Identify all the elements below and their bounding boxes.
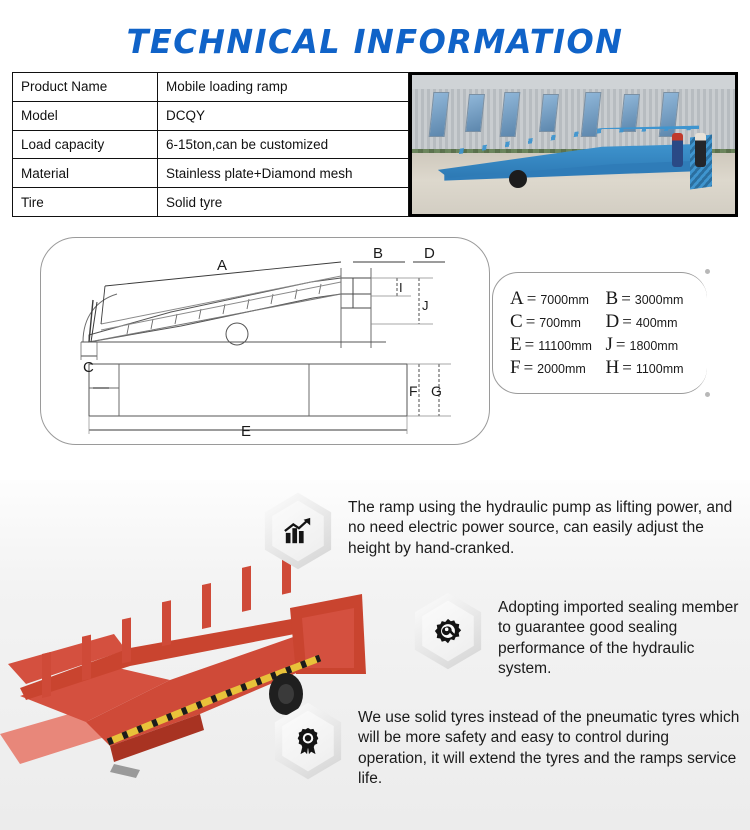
spec-key: Material xyxy=(13,159,158,188)
dimension-equals: = xyxy=(622,311,632,331)
dimension-entry xyxy=(510,358,606,378)
dimension-value: 2000mm xyxy=(537,361,586,376)
dim-label-I: I xyxy=(399,280,403,295)
dim-label-F: F xyxy=(409,383,418,399)
feature-icon-badge xyxy=(412,592,484,670)
feature-text: The ramp using the hydraulic pump as lifting power, and no need electric power source, can easily adjust the height by hand-cranked. xyxy=(348,499,733,557)
worker-figure xyxy=(695,133,706,167)
dimension-label: C xyxy=(510,310,523,332)
dim-label-C: C xyxy=(83,359,94,376)
spec-value: 6-15ton,can be customized xyxy=(158,130,409,159)
page-title-bar xyxy=(0,22,750,61)
dimension-entry xyxy=(606,335,702,355)
dimension-value: 7000mm xyxy=(540,292,589,307)
product-photo xyxy=(409,72,738,217)
dimension-value: 11100mm xyxy=(538,338,592,353)
spec-and-photo-row xyxy=(12,72,738,217)
feature-item xyxy=(412,592,750,680)
dimension-entry xyxy=(606,358,702,378)
table-row xyxy=(13,73,409,102)
dimension-equals: = xyxy=(523,357,534,377)
technical-drawing-panel xyxy=(40,237,490,445)
spec-key: Product Name xyxy=(13,73,158,102)
feature-text: Adopting imported sealing member to guarantee good sealing performance of the hydraulic system. xyxy=(498,599,739,678)
dim-label-E: E xyxy=(241,423,252,440)
spec-value: Solid tyre xyxy=(158,188,409,217)
page-title: TECHNICAL INFORMATION xyxy=(126,22,624,61)
spec-value: Stainless plate+Diamond mesh xyxy=(158,159,409,188)
award-ribbon-icon xyxy=(293,726,323,756)
wall-top-band xyxy=(412,75,735,89)
dimension-equals: = xyxy=(525,311,536,331)
dimension-label: F xyxy=(510,356,521,378)
dim-label-D: D xyxy=(424,245,435,262)
ramp-wheel xyxy=(509,170,527,188)
dimension-equals: = xyxy=(524,334,535,354)
dimension-legend xyxy=(492,272,707,394)
dimension-value: 1800mm xyxy=(629,338,679,353)
ramp-dimension-drawing xyxy=(41,238,491,446)
gear-wrench-icon xyxy=(433,616,463,646)
spec-key: Model xyxy=(13,101,158,130)
dimension-value: 3000mm xyxy=(634,292,684,307)
dimension-entry xyxy=(606,289,702,309)
dimension-entry xyxy=(606,312,702,332)
dimension-label: D xyxy=(605,310,620,332)
table-row xyxy=(13,130,409,159)
spec-table xyxy=(12,72,409,217)
dimension-equals: = xyxy=(621,288,631,308)
dim-label-A: A xyxy=(217,257,228,274)
dimension-label: A xyxy=(510,287,524,309)
table-row xyxy=(13,101,409,130)
dimension-label: E xyxy=(510,333,522,355)
spec-key: Tire xyxy=(13,188,158,217)
dimension-value: 700mm xyxy=(539,315,581,330)
blue-ramp-photo-illustration xyxy=(412,75,735,214)
dimension-value: 400mm xyxy=(635,315,678,330)
feature-icon-badge xyxy=(262,492,334,570)
feature-text: We use solid tyres instead of the pneumatic tyres which will be more safety and easy to control during operation, it will extend the tyres and the ramps service life. xyxy=(358,709,740,788)
dim-label-B: B xyxy=(373,245,384,262)
dimension-entry xyxy=(510,289,606,309)
dimension-equals: = xyxy=(615,334,626,354)
dimension-label: J xyxy=(605,333,613,355)
spec-value: DCQY xyxy=(158,101,409,130)
feature-item xyxy=(272,702,750,790)
dimension-label: H xyxy=(605,356,620,378)
dimension-equals: = xyxy=(526,288,537,308)
dimension-entry xyxy=(510,312,606,332)
dimension-label: B xyxy=(605,287,619,309)
dim-label-G: G xyxy=(431,383,442,399)
worker-figure xyxy=(672,133,683,167)
dimension-value: 1100mm xyxy=(635,361,684,376)
dim-label-J: J xyxy=(422,298,429,313)
spec-value: Mobile loading ramp xyxy=(158,73,409,102)
features-section xyxy=(0,480,750,830)
feature-icon-badge xyxy=(272,702,344,780)
spec-key: Load capacity xyxy=(13,130,158,159)
table-row xyxy=(13,159,409,188)
dimension-entry xyxy=(510,335,606,355)
dimension-equals: = xyxy=(622,357,632,377)
table-row xyxy=(13,188,409,217)
feature-item xyxy=(262,492,750,570)
bar-chart-growth-icon xyxy=(283,516,313,546)
